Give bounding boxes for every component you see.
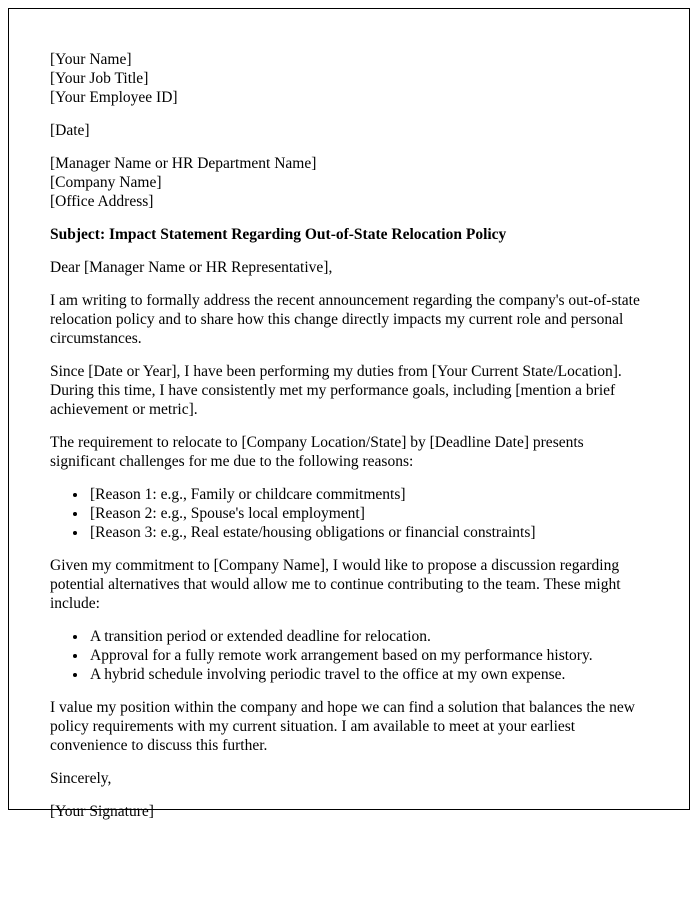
letter-page (8, 8, 690, 820)
alternative-item: • A transition period or extended deadline for relocation. (88, 627, 647, 646)
sender-name: [Your Name] (50, 51, 132, 68)
reasons-list (50, 485, 647, 542)
recipient-company: [Company Name] (50, 174, 162, 191)
reason-item: • [Reason 2: e.g., Spouse's local employment] (88, 504, 647, 523)
sender-block (50, 50, 647, 107)
reason-item: • [Reason 1: e.g., Family or childcare commitments] (88, 485, 647, 504)
salutation: Dear [Manager Name or HR Representative], (50, 259, 333, 276)
alternative-item: • Approval for a fully remote work arrangement based on my performance history. (88, 646, 647, 665)
alternatives-list (50, 627, 647, 684)
paragraph-proposal: Given my commitment to [Company Name], I would like to propose a discussion regarding potential alternatives that would allow me to continue contributing to the team. These might include: (50, 557, 621, 612)
signature-placeholder: [Your Signature] (50, 803, 154, 820)
signoff: Sincerely, (50, 770, 112, 787)
paragraph-closing: I value my position within the company and hope we can find a solution that balances the new policy requirements with my current situation. I am available to meet at your earliest convenience to discuss this further. (50, 699, 635, 754)
recipient-address: [Office Address] (50, 193, 154, 210)
sender-employee-id: [Your Employee ID] (50, 89, 178, 106)
paragraph-challenge: The requirement to relocate to [Company Location/State] by [Deadline Date] presents significant challenges for me due to the following reasons: (50, 434, 584, 470)
subject-line: Subject: Impact Statement Regarding Out-of-State Relocation Policy (50, 226, 507, 243)
recipient-manager: [Manager Name or HR Department Name] (50, 155, 317, 172)
sender-job-title: [Your Job Title] (50, 70, 149, 87)
reason-item: • [Reason 3: e.g., Real estate/housing obligations or financial constraints] (88, 523, 647, 542)
paragraph-history: Since [Date or Year], I have been performing my duties from [Your Current State/Location]. During this time, I have consistently met my performance goals, including [mention a brief achievement or metric]. (50, 363, 622, 418)
letter-content (9, 9, 689, 821)
date-line: [Date] (50, 122, 90, 139)
recipient-block (50, 154, 647, 211)
alternative-item: • A hybrid schedule involving periodic travel to the office at my own expense. (88, 665, 647, 684)
paragraph-intro: I am writing to formally address the recent announcement regarding the company's out-of-state relocation policy and to share how this change directly impacts my current role and personal circumstances. (50, 292, 640, 347)
